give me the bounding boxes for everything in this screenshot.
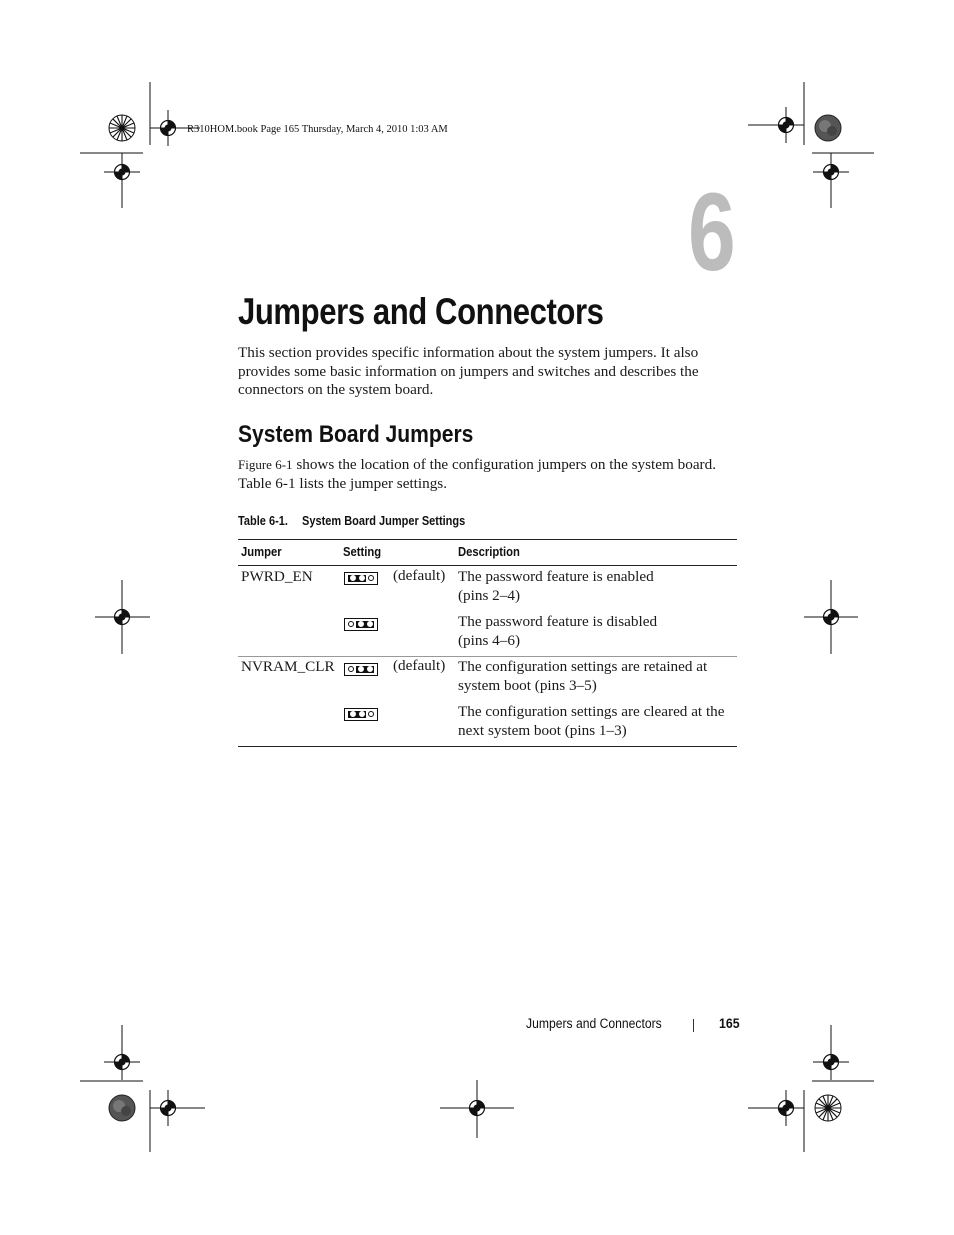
description-line: The password feature is enabled [458, 568, 654, 585]
color-target-icon [815, 115, 841, 141]
table-caption-title: System Board Jumper Settings [302, 514, 466, 528]
chapter-number: 6 [688, 171, 736, 294]
table-caption [238, 513, 465, 529]
color-target-icon [109, 1095, 135, 1121]
column-header-jumper: Jumper [241, 545, 282, 559]
description-line: (pins 2–4) [458, 586, 521, 604]
jumper-block-icon [344, 618, 378, 631]
table-bottom-rule [238, 746, 737, 747]
description-line: The configuration settings are retained at [458, 658, 708, 675]
section-intro-paragraph [238, 456, 738, 493]
description-line: system boot (pins 3–5) [458, 676, 597, 694]
description-line: next system boot (pins 1–3) [458, 721, 627, 739]
jumper-block-icon [344, 572, 378, 585]
page-number: 165 [719, 1015, 740, 1031]
setting-default-label: (default) [393, 567, 446, 584]
print-header-stamp: R310HOM.book Page 165 Thursday, March 4, 2010 1:03 AM [187, 124, 448, 135]
chapter-intro-paragraph: This section provides specific information about the system jumpers. It also provides some basic information on jumpers and switches and describes the connectors on the system board. [238, 344, 699, 398]
description-cell [458, 613, 738, 650]
table-top-rule [238, 539, 737, 540]
description-line: (pins 4–6) [458, 631, 521, 649]
jumper-block-icon [344, 663, 378, 676]
chapter-title: Jumpers and Connectors [238, 291, 604, 332]
footer-running-title: Jumpers and Connectors [526, 1016, 662, 1031]
color-target-icon [109, 115, 135, 141]
description-cell [458, 703, 738, 740]
setting-default-label: (default) [393, 657, 446, 674]
section-title: System Board Jumpers [238, 421, 474, 448]
column-header-setting: Setting [343, 545, 382, 559]
description-line: The password feature is disabled [458, 613, 658, 630]
column-header-description: Description [458, 545, 520, 559]
jumper-name-nvram-clr: NVRAM_CLR [241, 658, 335, 675]
color-target-icon [815, 1095, 841, 1121]
figure-reference-link[interactable]: Figure 6-1 [238, 457, 293, 472]
jumper-name-pwrd-en: PWRD_EN [241, 568, 313, 585]
table-caption-number: Table 6-1. [238, 514, 288, 528]
description-cell [458, 658, 738, 695]
jumper-block-icon [344, 708, 378, 721]
table-row-divider [238, 656, 737, 657]
description-cell [458, 568, 738, 605]
section-intro-text: shows the location of the configuration jumpers on the system board. Table 6-1 lists the jumper settings. [238, 456, 717, 492]
footer-separator [693, 1019, 694, 1032]
description-line: The configuration settings are cleared at the [458, 703, 725, 720]
table-header-rule [238, 565, 737, 566]
